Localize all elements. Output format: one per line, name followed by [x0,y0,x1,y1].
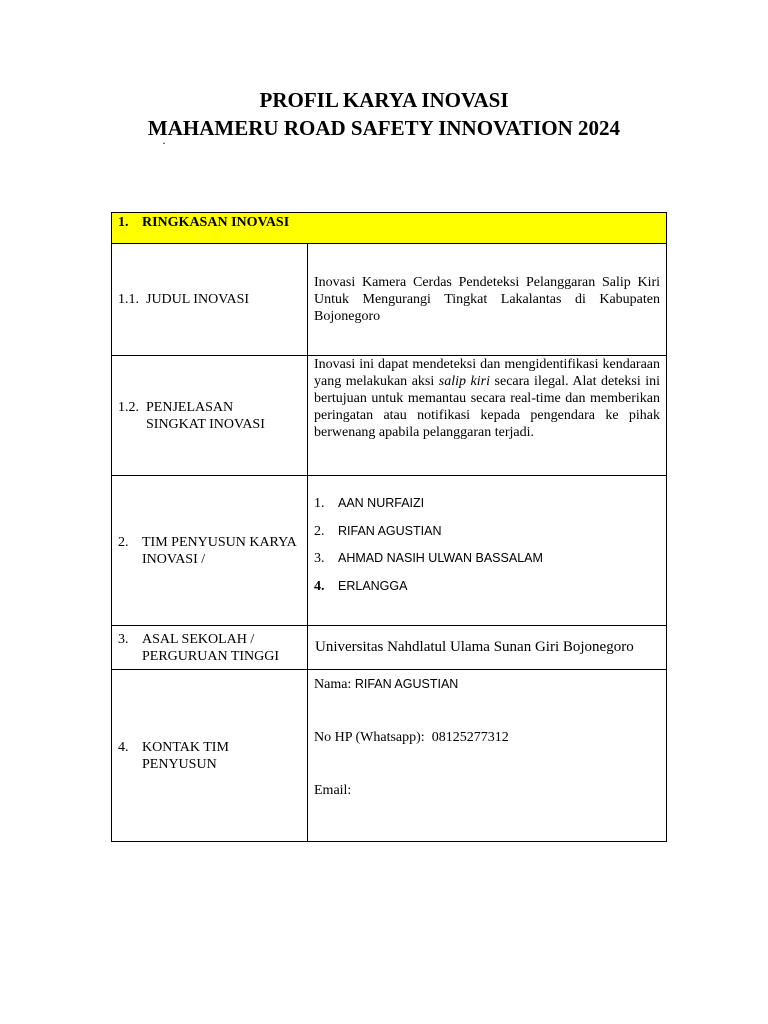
judul-row [112,244,667,356]
penjelasan-label-cell [112,356,308,476]
profile-table [111,212,667,842]
member-name: ERLANGGA [338,578,408,593]
section-number: 1. [118,215,129,230]
penjelasan-text-1: Inovasi ini dapat mendeteksi dan mengidentifikasi kendaraan yang melakukan aksi [314,357,661,389]
member-number: 2. [314,523,325,539]
member-name: AAN NURFAIZI [338,496,425,511]
judul-number: 1.1. [118,292,139,307]
asal-number: 3. [118,631,129,647]
kontak-nama-line [314,676,660,693]
kontak-label-cell [112,670,308,842]
asal-label: ASAL SEKOLAH / PERGURUAN TINGGI [142,631,280,664]
document-subtitle: MAHAMERU ROAD SAFETY INNOVATION 2024 [147,116,621,140]
kontak-hp-value: 08125277312 [431,730,509,745]
penjelasan-value [308,356,667,476]
kontak-hp-label: No HP (Whatsapp): [314,730,432,745]
penjelasan-label: PENJELASAN SINGKAT INOVASI [146,399,265,432]
section-header-row [112,213,667,244]
tim-member-list [314,490,660,600]
tim-number: 2. [118,534,129,550]
stray-dot: · [162,136,166,150]
judul-label-cell [112,244,308,356]
member-number: 4. [314,578,325,594]
section-header-cell [112,213,667,244]
kontak-nama-value: RIFAN AGUSTIAN [354,677,459,691]
list-item [314,490,660,518]
judul-value: Inovasi Kamera Cerdas Pendeteksi Pelanggaran Salip Kiri Untuk Mengurangi Tingkat Lakalantas di Kabupaten Bojonegoro [308,244,667,356]
tim-label-cell [112,476,308,626]
kontak-hp-line [314,729,660,746]
list-item [314,545,660,573]
kontak-email-line [314,782,660,799]
document-title: PROFIL KARYA INOVASI [259,88,509,112]
member-number: 1. [314,496,325,512]
member-name: RIFAN AGUSTIAN [338,523,442,538]
penjelasan-text-italic: salip kiri [438,374,491,389]
tim-members-cell [308,476,667,626]
member-name: AHMAD NASIH ULWAN BASSALAM [338,551,543,566]
asal-row [112,626,667,670]
penjelasan-number: 1.2. [118,399,139,415]
kontak-number: 4. [118,739,129,755]
asal-label-cell [112,626,308,670]
tim-row [112,476,667,626]
kontak-row [112,670,667,842]
kontak-email-label: Email: [314,783,352,798]
list-item [314,518,660,546]
section-label: RINGKASAN INOVASI [142,215,290,230]
penjelasan-row [112,356,667,476]
penjelasan-text-2: secara ilegal. Alat deteksi ini bertujuan untuk memantau secara real-time dan memberikan peringatan atau notifikasi kepada pengendara ke pihak berwenang apabila pelanggaran terjadi. [314,374,661,440]
asal-value: Universitas Nahdlatul Ulama Sunan Giri Bojonegoro [308,626,667,670]
kontak-nama-label: Nama: [314,677,355,692]
kontak-value-cell [308,670,667,842]
list-item [314,573,660,601]
tim-label: TIM PENYUSUN KARYA INOVASI / [142,534,297,567]
judul-label: JUDUL INOVASI [146,292,250,307]
kontak-label: KONTAK TIM PENYUSUN [142,739,229,772]
member-number: 3. [314,551,325,567]
